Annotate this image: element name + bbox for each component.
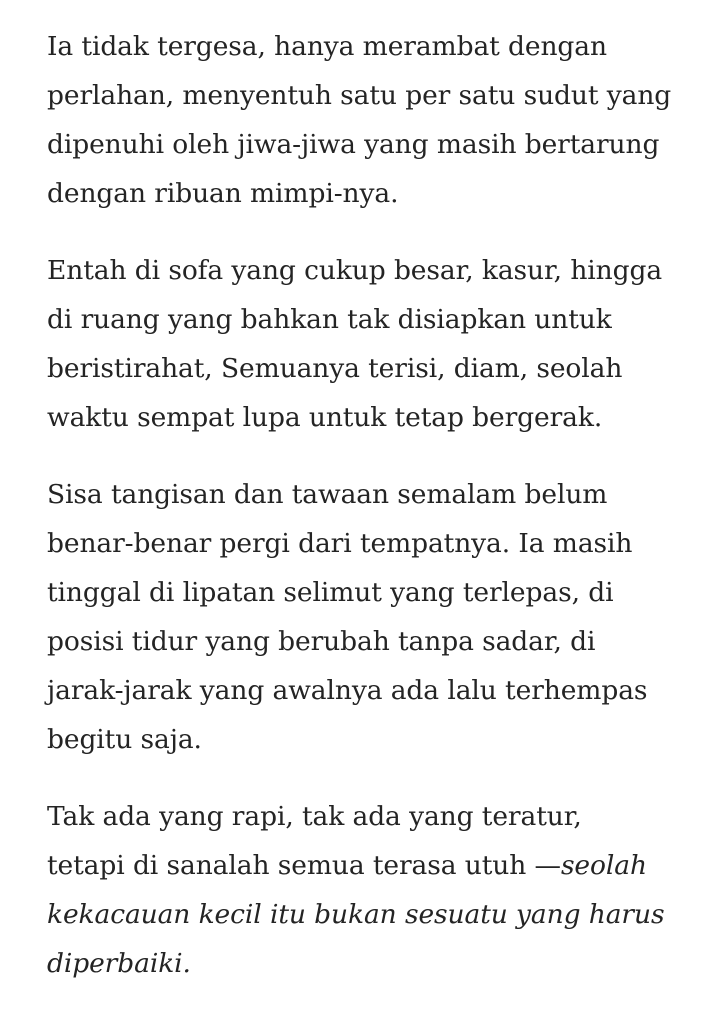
article-body bbox=[47, 22, 687, 1016]
text-line: dipenuhi oleh jiwa-jiwa yang masih bertarung bbox=[47, 129, 660, 160]
paragraph-4 bbox=[47, 792, 687, 988]
paragraph-3 bbox=[47, 470, 687, 764]
text-line: perlahan, menyentuh satu per satu sudut yang bbox=[47, 80, 672, 111]
text-line: Entah di sofa yang cukup besar, kasur, hingga bbox=[47, 255, 663, 286]
text-line-italic: kekacauan kecil itu bukan sesuatu yang harus bbox=[47, 899, 665, 930]
text-line-mixed bbox=[47, 841, 687, 890]
text-regular: tetapi di sanalah semua terasa utuh — bbox=[47, 850, 561, 881]
text-line: jarak-jarak yang awalnya ada lalu terhempas bbox=[47, 675, 648, 706]
text-line-italic: diperbaiki. bbox=[47, 948, 191, 979]
text-italic: seolah bbox=[560, 850, 647, 881]
text-line: dengan ribuan mimpi-nya. bbox=[47, 178, 399, 209]
text-line: Ia tidak tergesa, hanya merambat dengan bbox=[47, 31, 607, 62]
text-line: begitu saja. bbox=[47, 724, 202, 755]
text-line: waktu sempat lupa untuk tetap bergerak. bbox=[47, 402, 603, 433]
text-line: Sisa tangisan dan tawaan semalam belum bbox=[47, 479, 608, 510]
text-line: tinggal di lipatan selimut yang terlepas, di bbox=[47, 577, 614, 608]
text-line: di ruang yang bahkan tak disiapkan untuk bbox=[47, 304, 612, 335]
text-line: posisi tidur yang berubah tanpa sadar, di bbox=[47, 626, 596, 657]
text-line: Tak ada yang rapi, tak ada yang teratur, bbox=[47, 801, 582, 832]
text-line: beristirahat, Semuanya terisi, diam, seolah bbox=[47, 353, 623, 384]
paragraph-1 bbox=[47, 22, 687, 218]
text-line: benar-benar pergi dari tempatnya. Ia masih bbox=[47, 528, 633, 559]
paragraph-2 bbox=[47, 246, 687, 442]
